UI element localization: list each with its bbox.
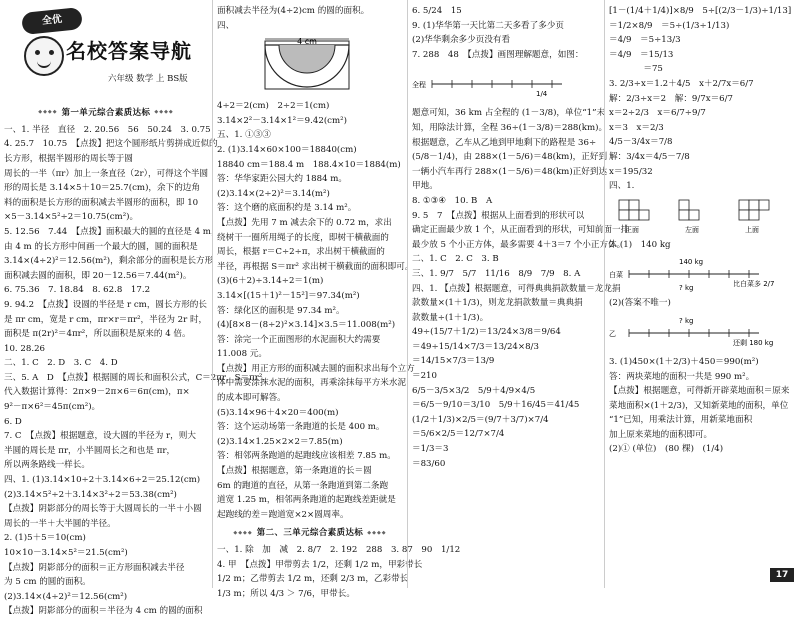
- cube-square: [679, 200, 689, 210]
- text-line: 确定正面最少放 1 个，从正面看到的形状，可知前面一排: [412, 225, 630, 236]
- cube-square: [689, 210, 699, 220]
- text-line: (2)3.14×(4÷2)²＝12.56(cm²): [4, 591, 128, 602]
- text-line: 绕树干一圈所用绳子的长度，即树干横截面的: [217, 232, 389, 243]
- text-line: ＝49÷15/14×7/3＝13/24×8/3: [412, 341, 539, 352]
- text-line: 答：相邻两条跑道的起跑线应该相差 7.85 m。: [217, 451, 396, 462]
- text-line: 11.008 元。: [217, 349, 267, 360]
- text-line: 面积减去半径为(4÷2)cm 的圆的面积。: [217, 6, 370, 16]
- text-line: ＝4/9 ＝15/13: [609, 49, 674, 60]
- text-line: (2)3.14×5²÷2＋3.14×3²÷2＝53.38(cm²): [4, 489, 177, 500]
- text-line: 【点拨】阴影部分的面积＝正方形面积减去半径: [4, 562, 185, 573]
- text-line: 10×10－3.14×5²＝21.5(cm²): [4, 548, 128, 559]
- text-line: 一辆小汽车再行 288×(1－5/6)＝48(km)正好到达: [412, 166, 608, 177]
- text-line: 代入数据计算得：2π×9－2π×6＝6π(cm)，π×: [4, 387, 190, 398]
- distance-diagram-svg: [412, 64, 597, 104]
- text-line: [1－(1/4＋1/4)]×8/9 5÷[(2/3－1/3)÷1/13]: [609, 6, 792, 16]
- text-line: ＝6/5－9/10＝3/10 5/9＋16/45＝41/45: [412, 400, 580, 411]
- col2-text: [217, 99, 415, 522]
- text-line: 一、1. 半径 直径 2. 20.56 56 50.24 3. 0.75: [4, 124, 211, 135]
- text-line: 甲地。: [412, 181, 438, 192]
- mascot-icon: [24, 36, 64, 76]
- cube-view-label: 左面: [685, 225, 699, 234]
- text-line: 题意可知，36 km 占全程的 (1－3/8)，单位“1”未: [412, 108, 606, 119]
- text-line: 知，用除法计算，全程 36÷(1－3/8)＝288(km)。: [412, 122, 608, 133]
- text-line: 49÷(15/7＋1/2)＝13/24×3/8＝9/64: [412, 327, 561, 338]
- text-line: 所以两条路线一样长。: [4, 460, 90, 471]
- text-line: 起跑线的差＝跑道宽×2×圆周率。: [217, 509, 349, 520]
- text-line: 5. 12.56 7.44 【点拨】面积最大的圆的直径是 4 m，: [4, 226, 220, 237]
- text-line: 8. ①③④ 10. B A: [412, 195, 493, 206]
- cube-view-label: 正面: [625, 225, 639, 234]
- text-line: 4. 25.7 10.75 【点拨】把这个圆形纸片剪拼成近似的: [4, 139, 218, 150]
- text-line: 半圆的周长是 πr，小半圆周长之和也是 πr，: [4, 445, 176, 456]
- text-line: (2)华华剩余多少页没有看: [412, 35, 511, 46]
- text-line: 答：华华家距公园大约 1884 m。: [217, 174, 348, 185]
- text-line: ＝5/6×2/5＝12/7×7/4: [412, 429, 505, 440]
- cabbage-diagram-left-label: 白菜: [609, 271, 623, 280]
- text-line: 菜地面积×(1＋2/3)，又知新菜地的面积，单位: [609, 400, 789, 411]
- text-line: 9²－π×6²＝45π(cm²)。: [4, 402, 101, 413]
- text-line: 3. 2/3÷x＝1.2＋4/5 x＋2/7x＝6/7: [609, 78, 754, 89]
- text-line: 【点拨】根据题意，可得新开辟菜地面积＝原来: [609, 386, 790, 397]
- text-line: 款数量÷(1＋1/3)。: [412, 312, 489, 323]
- text-line: 四、1.: [609, 181, 635, 192]
- remaining-diagram: [609, 313, 796, 353]
- text-line: 周长的一半（πr）加上一条直径（2r），可得这个半圆: [4, 168, 209, 179]
- text-line: 6m 的跑道的直径，从第一条跑道到第二条跑: [217, 480, 389, 491]
- remaining-diagram-top-label: ? kg: [679, 316, 694, 325]
- semicircle-figure: [217, 35, 403, 97]
- section-title-1: ◆◆◆◆ 第一单元综合素质达标 ◆◆◆◆: [4, 105, 208, 120]
- text-line: ＝14/15×7/3＝13/9: [412, 356, 495, 367]
- text-line: (4)[8×8－(8÷2)²×3.14]×3.5＝11.008(m²): [217, 320, 396, 331]
- text-line: 体中需要涂抹水泥的面积，再乘涂抹每平方米水泥: [217, 378, 407, 389]
- remaining-diagram-left-label: 乙: [609, 329, 616, 338]
- text-line: x＝3 x＝2/3: [609, 122, 664, 133]
- text-line: 3.14×[(15＋1)²－15²]＝97.34(m²): [217, 290, 360, 301]
- text-line: 9. 5 7 【点拨】根据从上面看到的形状可以: [412, 210, 585, 221]
- text-line: 五、1. ①③③: [217, 130, 271, 141]
- cabbage-diagram: [609, 254, 796, 294]
- cabbage-diagram-svg: [609, 254, 794, 294]
- text-line: (5/8－1/4)，由 288×(1－5/6)＝48(km)，正好到: [412, 152, 608, 163]
- text-line: 解：2/3÷x＝2 解：9/7x＝6/7: [609, 93, 734, 104]
- col4-text: [609, 4, 796, 457]
- text-line: ＝4/9 ＝5÷13/3: [609, 35, 681, 46]
- cube-square: [739, 210, 749, 220]
- section-title-2: ◆◆◆◆ 第二、三单元综合素质达标 ◆◆◆◆: [217, 525, 403, 540]
- semicircle-diagram: [217, 35, 404, 97]
- text-line: 4. 甲 【点拨】甲带剪去 1/2，还剩 1/2 m，甲彩带长: [217, 559, 423, 570]
- text-line: 答：绿化区的面积是 97.34 m²。: [217, 305, 345, 316]
- cabbage-diagram-right-label: 比白菜多 2/7: [733, 280, 775, 289]
- text-line: 3.14×(4÷2)²＝12.56(m²)，剩余部分的面积是长方形: [4, 256, 214, 267]
- text-line: (2)① (单位) (80 棵) (1/4): [609, 444, 724, 455]
- text-line: 【点拨】根据题意，第一条跑道的长＝圆: [217, 466, 372, 477]
- text-line: 是 πr cm，宽是 r cm，πr×r＝πr²，半径为 2r 时，: [4, 314, 208, 325]
- text-line: 料的面积是长方形的面积减去半圆形的面积，即 10: [4, 197, 199, 208]
- text-line: 7. 288 48 【点拨】画图理解题意，如图：: [412, 49, 584, 60]
- text-line: 3.14×2²－3.14×1²＝9.42(cm²): [217, 115, 347, 126]
- text-line: 面积减去圆的面积，即 20－12.56＝7.44(m²)。: [4, 270, 192, 281]
- text-line: 半径，再根据 S＝πr² 求出树干横截面的面积即可。: [217, 261, 414, 272]
- text-line: 2. (1) 140 kg: [609, 239, 671, 250]
- text-line: 3. (1)450×(1＋2/3)＋450＝990(m²): [609, 356, 759, 367]
- cabbage-diagram-top-label: 140 kg: [679, 258, 704, 267]
- text-line: 【点拨】阴影部分的面积＝半径为 4 cm 的圆的面积: [4, 606, 203, 617]
- text-line: 根据题意，乙车从乙地到甲地剩下的路程是 36÷: [412, 137, 597, 148]
- text-line: 2. (1)5＋5＝10(cm): [4, 533, 86, 544]
- text-line: 答：涂完一个正面图形的水泥面积大约需要: [217, 334, 381, 345]
- distance-diagram-right-label: 1/4: [536, 90, 548, 99]
- text-line: (2)3.14×(2÷2)²＝3.14(m²): [217, 188, 330, 199]
- text-line: 三、1. 9/7 5/7 11/16 8/9 7/9 8. A: [412, 268, 581, 279]
- cube-views: [609, 196, 796, 236]
- text-line: 最少放 5 个小正方体，最多需要 4＋3＝7 个小正方体。: [412, 239, 626, 250]
- text-line: 周长的一半＋大半圆的半径。: [4, 518, 116, 529]
- text-line: 由 4 m 的长方形中间画一个最大的圆，圆的面积是: [4, 241, 198, 252]
- text-line: 二、1. C 2. C 3. B: [412, 254, 499, 265]
- text-line: x＝195/32: [609, 166, 653, 177]
- text-line: 2. (1)3.14×60×100＝18840(cm): [217, 144, 357, 155]
- text-line: ＝83/60: [412, 458, 446, 469]
- cube-square: [679, 210, 689, 220]
- remaining-diagram-right-label: 还剩 180 kg: [733, 338, 774, 347]
- text-line: (3)(6＋2)÷3.14÷2＝1(m): [217, 276, 324, 287]
- text-line: ＝1/3＝3: [412, 444, 449, 455]
- text-line: (5)3.14×96＋4×20＝400(m): [217, 407, 339, 418]
- text-line: (1/2＋1/3)×2/5＝(9/7＋3/7)×7/4: [412, 414, 549, 425]
- text-line: 【点拨】先用 7 m 减去余下的 0.72 m，求出: [217, 217, 392, 228]
- header-logo: [4, 4, 208, 102]
- header-title: 名校答案导航: [66, 39, 192, 63]
- text-line: 6. 75.36 7. 18.84 8. 62.8 17.2: [4, 285, 151, 296]
- cube-view-label: 上面: [745, 225, 759, 234]
- text-line: 四、: [217, 20, 235, 31]
- text-line: (2)(答案不唯一): [609, 298, 671, 309]
- col2-bottom-text: [217, 543, 461, 601]
- text-line: 4÷2＝2(cm) 2÷2＝1(cm): [217, 101, 330, 112]
- distance-diagram: [412, 64, 600, 104]
- text-line: ×5－3.14×5²÷2＝10.75(cm²)。: [4, 212, 139, 223]
- text-line: 形的周长是 3.14×5＋10＝25.7(cm)，余下的边角: [4, 183, 200, 194]
- text-line: 1/2 m；乙带剪去 1/2 m，还剩 2/3 m，乙彩带长: [217, 574, 409, 585]
- logo-badge: 全优: [21, 7, 83, 35]
- text-line: ＝75: [609, 64, 663, 75]
- page-number: 17: [770, 568, 794, 582]
- text-line: 四、1. 【点拨】根据题意，可得典典捐款数量＝龙龙捐: [412, 283, 621, 294]
- text-line: “1”已知，用乘法计算，用新菜地面积: [609, 415, 753, 426]
- text-line: 一、1. 除 加 减 2. 8/7 2. 192 288 3. 87 90 1/12: [217, 545, 461, 556]
- text-line: 1/3 m；所以 4/3 ＞ 7/6，甲带长。: [217, 588, 355, 599]
- cube-square: [619, 200, 629, 210]
- text-line: 为 5 cm 的圆的面积。: [4, 577, 91, 588]
- text-line: 二、1. C 2. D 3. C 4. D: [4, 358, 118, 369]
- text-line: 6. D: [4, 416, 22, 427]
- text-line: ＝210: [412, 371, 437, 382]
- text-line: x＝2÷2/3 x＝6/7÷9/7: [609, 108, 706, 119]
- text-line: ＝1/2×8/9 ＝5÷(1/3÷1/13): [609, 20, 730, 31]
- cube-square: [629, 200, 639, 210]
- cube-square: [749, 210, 759, 220]
- cube-square: [629, 210, 639, 220]
- text-line: 四、1. (1)3.14×10÷2＋3.14×6÷2＝25.12(cm): [4, 475, 201, 486]
- text-line: 10. 28.26: [4, 343, 46, 354]
- text-line: 7. C 【点拨】根据题意，设大圆的半径为 r，则大: [4, 431, 196, 442]
- cube-square: [739, 200, 749, 210]
- text-line: 道宽 1.25 m，相邻两条跑道的起跑线差距就是: [217, 495, 396, 506]
- header-subtitle: 六年级 数学 上 BS版: [108, 74, 188, 84]
- column-4: [604, 0, 800, 588]
- text-line: 18840 cm＝188.4 m 188.4×10＝1884(m): [217, 159, 401, 170]
- distance-diagram-left-label: 全程: [412, 81, 426, 90]
- text-line: 答：这个磨的底面积约是 3.14 m²。: [217, 203, 357, 214]
- text-line: 6. 5/24 15: [412, 6, 462, 16]
- text-line: 【点拨】用正方形的面积减去圆的面积求出每个立方: [217, 363, 415, 374]
- text-line: 答：两块菜地的面积一共是 990 m²。: [609, 371, 755, 382]
- cube-square: [619, 210, 629, 220]
- cube-square: [639, 210, 649, 220]
- text-line: 9. 94.2 【点拨】设圆的半径是 r cm，圆长方形的长: [4, 299, 207, 310]
- text-line: 三、5. A D 【点拨】根据圆的周长和面积公式，C＝2πr，S＝πr²，: [4, 372, 271, 383]
- text-line: 9. (1)华华第一天比第二天多看了多少页: [412, 20, 565, 31]
- text-line: 面积是 π(2r)²＝4πr²，所以面积是原来的 4 倍。: [4, 329, 191, 340]
- text-line: 答：这个运动场第一条跑道的长是 400 m。: [217, 422, 385, 433]
- text-line: 6/5－3/5×3/2 5/9＋4/9×4/5: [412, 385, 536, 396]
- text-line: (2)3.14×1.25×2×2＝7.85(m): [217, 436, 343, 447]
- text-line: 4/5－3/4x＝7/8: [609, 137, 673, 148]
- remaining-diagram-svg: [609, 313, 794, 353]
- figure-label: 4 cm: [297, 37, 317, 47]
- text-line: 长方形，根据半圆形的周长等于圆: [4, 153, 133, 164]
- text-line: 款数量×(1＋1/3)，则龙龙捐款数量＝典典捐: [412, 298, 583, 309]
- text-line: 解：3/4x＝4/5－7/8: [609, 151, 690, 162]
- text-line: 的成本即可解答。: [217, 393, 286, 404]
- cube-square: [749, 200, 759, 210]
- text-line: 【点拨】阴影部分的周长等于大圆周长的一半＋小圆: [4, 504, 202, 515]
- cube-views-svg: [609, 196, 794, 236]
- cabbage-diagram-bottom-label: ? kg: [679, 284, 694, 293]
- col2-top-text: [217, 4, 403, 33]
- text-line: 加上原来菜地的面积即可。: [609, 429, 713, 440]
- text-line: 周长，根据 r＝C÷2÷π，求出树干横截面的: [217, 247, 385, 258]
- cube-square: [759, 200, 769, 210]
